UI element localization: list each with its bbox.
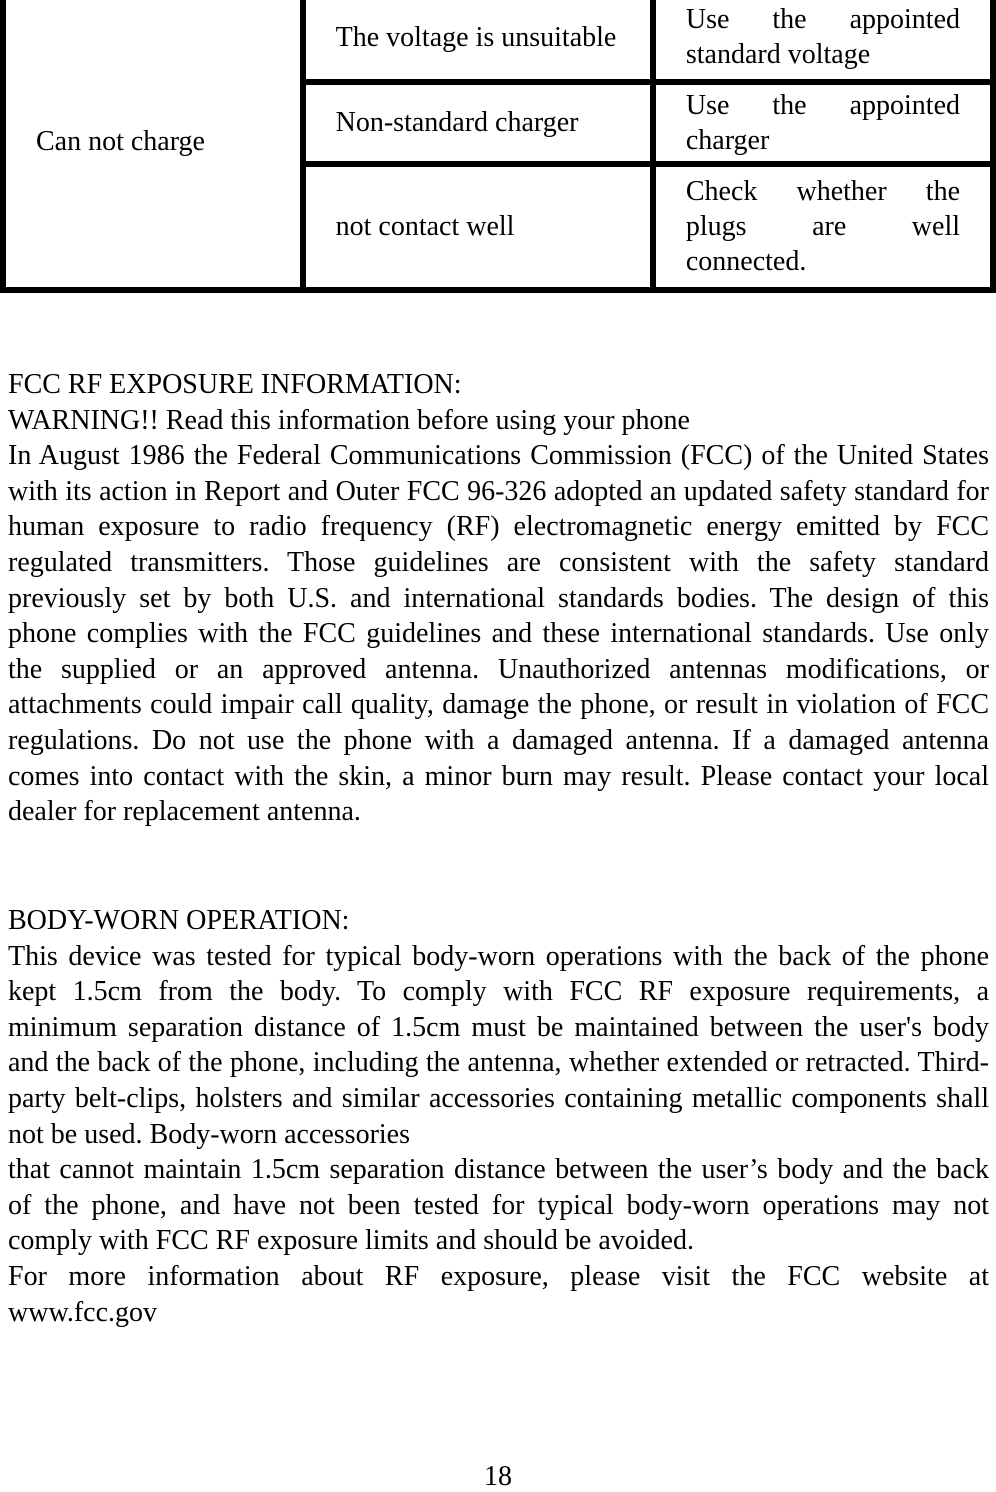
fcc-paragraph: In August 1986 the Federal Communications Commission (FCC) of the United States with its action in Report and Outer FCC 96-326 adopted an updated safety standard for human exposure to radio frequency (RF) electromagnetic energy emitted by FCC regulated transmitters. Those guidelines are consistent with the safety standard previously set by both U.S. and international standards bodies. The design of this phone complies with the FCC guidelines and these international standards. Use only the supplied or an approved antenna. Unauthorized antennas modifications, or attachments could impair call quality, damage the phone, or result in violation of FCC regulations. Do not use the phone with a damaged antenna. If a damaged antenna comes into contact with the skin, a minor burn may result. Please contact your local dealer for replacement antenna.: [8, 440, 989, 828]
troubleshooting-table: [0, 0, 996, 293]
body-worn-heading: BODY-WORN OPERATION:: [8, 905, 350, 936]
page-number: 18: [484, 1461, 512, 1492]
fcc-website-text: For more information about RF exposure, please visit the FCC website at: [8, 1260, 989, 1292]
cause-cell: The voltage is unsuitable: [303, 0, 653, 82]
fcc-section: [8, 367, 989, 830]
cause-cell: not contact well: [303, 164, 653, 290]
body-worn-paragraph-continued: that cannot maintain 1.5cm separation distance between the user’s body and the back of the phone, and have not been tested for typical body-worn operations may not comply with FCC RF exposure limits and should be avoided.: [8, 1154, 989, 1257]
remedy-cell: Use the appointed charger: [653, 82, 993, 164]
fcc-warning: WARNING!! Read this information before using your phone: [8, 404, 690, 436]
body-worn-section: [8, 903, 989, 1330]
remedy-cell: Check whether the plugs are well connected.: [653, 164, 993, 290]
fcc-website-paragraph: [8, 1259, 989, 1330]
table-row: [3, 0, 993, 82]
fcc-heading: FCC RF EXPOSURE INFORMATION:: [8, 369, 462, 400]
fcc-website-link[interactable]: www.fcc.gov: [8, 1296, 158, 1328]
cause-cell: Non-standard charger: [303, 82, 653, 164]
symptom-cell: Can not charge: [3, 0, 303, 290]
body-worn-paragraph: This device was tested for typical body-worn operations with the back of the phone kept 1.5cm from the body. To comply with FCC RF exposure requirements, a minimum separation distance of 1.5cm must be maintained between the user's body and the back of the phone, including the antenna, whether extended or retracted. Third-party belt-clips, holsters and similar accessories containing metallic components shall not be used. Body-worn accessories: [8, 940, 989, 1150]
remedy-cell: Use the appointed standard voltage: [653, 0, 993, 82]
